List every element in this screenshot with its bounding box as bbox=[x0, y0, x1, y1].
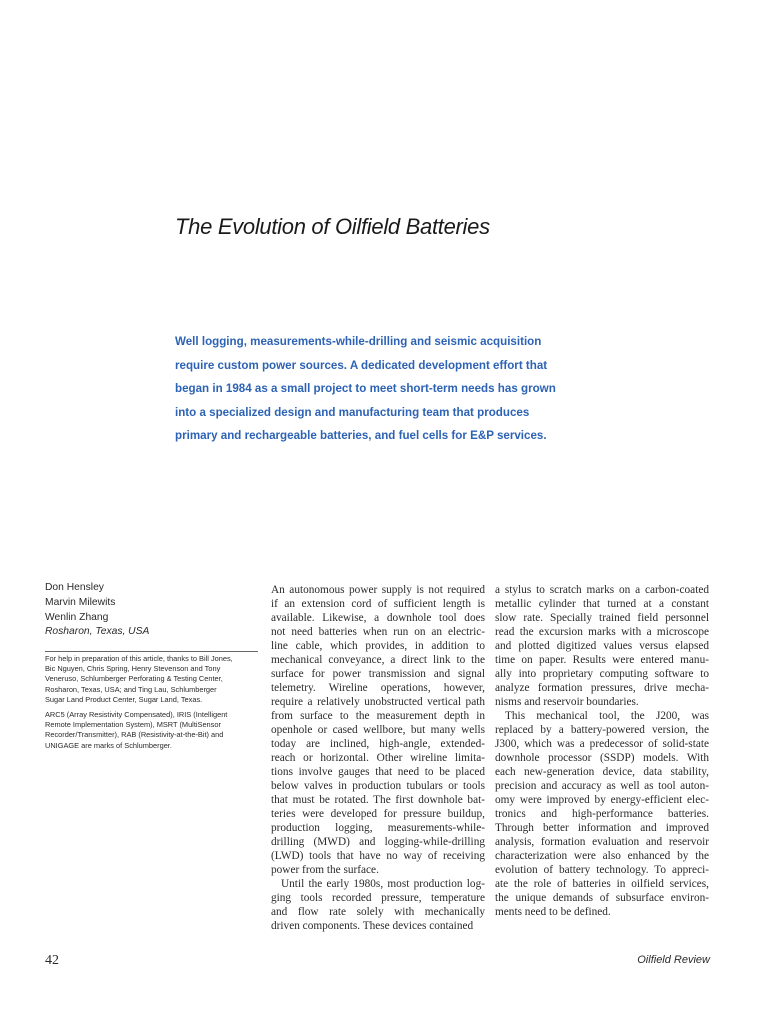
abstract-line: primary and rechargeable batteries, and fuel cells for E&P services. bbox=[175, 429, 547, 442]
body-line: if an extension cord of sufficient length is bbox=[271, 598, 485, 610]
body-line: tronics and high-performance batteries. bbox=[495, 808, 709, 820]
body-line: metallic cylinder that turned at a constant bbox=[495, 598, 709, 610]
body-line: ate the role of batteries in oilfield services, bbox=[495, 878, 709, 890]
body-line: evolution of battery technology. To appreci- bbox=[495, 864, 709, 876]
footnote-line: UNIGAGE are marks of Schlumberger. bbox=[45, 740, 172, 750]
footnote-line: For help in preparation of this article, thanks to Bill Jones, bbox=[45, 654, 233, 663]
body-line: replaced by a battery-powered version, the bbox=[495, 724, 709, 736]
page-number: 42 bbox=[45, 953, 59, 968]
body-line: driven components. These devices contained bbox=[271, 920, 474, 932]
body-line: ging tools recorded pressure, temperature bbox=[271, 892, 485, 904]
author-affiliation: Rosharon, Texas, USA bbox=[45, 626, 150, 638]
body-line: ments need to be defined. bbox=[495, 906, 611, 918]
footnote-line: Sugar Land Product Center, Sugar Land, Texas. bbox=[45, 694, 203, 704]
abstract bbox=[175, 330, 735, 448]
abstract-line: Well logging, measurements-while-drilling and seismic acquisition bbox=[175, 335, 542, 348]
body-line: teries were developed for pressure buildup, bbox=[271, 808, 485, 820]
author-name: Marvin Milewits bbox=[45, 596, 116, 608]
body-column-1 bbox=[271, 583, 485, 933]
body-line: Until the early 1980s, most production log- bbox=[281, 878, 485, 890]
footnote-line: Bic Nguyen, Chris Spring, Henry Stevenson and Tony bbox=[45, 664, 221, 674]
body-line: not need batteries when run on an electric- bbox=[271, 626, 485, 638]
author-block bbox=[45, 581, 260, 640]
author-name: Wenlin Zhang bbox=[45, 611, 109, 623]
acknowledgement-note bbox=[45, 654, 260, 705]
body-line: line cable, which provides, in addition to bbox=[271, 640, 485, 652]
body-line: the unique demands of subsurface environ- bbox=[495, 892, 709, 904]
article-title: The Evolution of Oilfield Batteries bbox=[175, 214, 490, 239]
body-line: (LWD) tools that have no way of receiving bbox=[271, 850, 485, 862]
footnote-line: Recorder/Transmitter), RAB (Resistivity-at-the-Bit) and bbox=[45, 730, 224, 740]
body-line: each new-generation device, data stability, bbox=[495, 766, 709, 778]
body-line: slow rate. Specially trained field personnel bbox=[495, 612, 709, 624]
body-paragraph bbox=[271, 877, 485, 933]
body-line: nisms and reservoir boundaries. bbox=[495, 696, 639, 708]
footnote-line: Remote Implementation System), MSRT (MultiSensor bbox=[45, 720, 221, 730]
body-line: An autonomous power supply is not required bbox=[271, 584, 485, 596]
body-line: require a relatively unobstructed vertical path bbox=[271, 696, 485, 708]
author-name: Don Hensley bbox=[45, 582, 104, 593]
body-line: characterization were also enhanced by the bbox=[495, 850, 709, 862]
body-line: today are inclined, high-angle, extended- bbox=[271, 738, 485, 750]
body-line: that must be rotated. The first downhole bat- bbox=[271, 794, 485, 806]
body-line: J300, which was a predecessor of solid-state bbox=[495, 738, 709, 750]
body-paragraph bbox=[495, 709, 709, 919]
journal-name: Oilfield Review bbox=[637, 954, 710, 966]
body-line: analysis, formation evaluation and reservoir bbox=[495, 836, 709, 848]
body-line: reach or horizontal. Other wireline limita- bbox=[271, 752, 485, 764]
body-line: surface for power transmission and signal bbox=[271, 668, 485, 680]
body-line: a stylus to scratch marks on a carbon-coated bbox=[495, 584, 709, 596]
footnote-line: ARC5 (Array Resistivity Compensated), IRIS (Intelligent bbox=[45, 710, 228, 720]
footnote-line: Veneruso, Schlumberger Perforating & Testing Center, bbox=[45, 674, 223, 684]
body-paragraph bbox=[271, 583, 485, 877]
body-line: This mechanical tool, the J200, was bbox=[505, 710, 709, 722]
body-line: and flow rate solely with mechanically bbox=[271, 906, 485, 918]
body-line: Through better information and improved bbox=[495, 822, 709, 834]
body-line: downhole processor (SSDP) models. With bbox=[495, 752, 709, 764]
body-column-2 bbox=[495, 583, 709, 919]
body-line: telemetry. Wireline operations, however, bbox=[271, 682, 485, 694]
body-line: openhole or cased wellbore, but many wells bbox=[271, 724, 485, 736]
body-line: available. Likewise, a downhole tool does bbox=[271, 612, 485, 624]
body-line: tions involve gauges that need to be placed bbox=[271, 766, 485, 778]
body-line: production logging, measurements-while- bbox=[271, 822, 485, 834]
abstract-line: require custom power sources. A dedicated development effort that bbox=[175, 358, 548, 372]
body-line: drilling (MWD) and logging-while-drilling bbox=[271, 836, 485, 848]
body-paragraph bbox=[495, 583, 709, 709]
body-line: read the excursion marks with a microscope bbox=[495, 626, 709, 638]
body-line: time on paper. Results were entered manu- bbox=[495, 654, 709, 666]
body-line: analyze formation pressures, drive mecha- bbox=[495, 682, 709, 694]
body-line: mechanical conveyance, a direct link to the bbox=[271, 654, 485, 666]
body-line: and plotted digitized values versus elapsed bbox=[495, 640, 709, 652]
body-line: from surface to the measurement depth in bbox=[271, 710, 485, 722]
footnote-divider bbox=[45, 651, 258, 652]
footnotes bbox=[45, 654, 260, 756]
body-line: precision and accuracy as well as tool auton- bbox=[495, 780, 709, 792]
body-line: power from the surface. bbox=[271, 864, 379, 876]
trademark-note bbox=[45, 710, 260, 751]
footnote-line: Rosharon, Texas, USA; and Ting Lau, Schlumberger bbox=[45, 684, 217, 694]
body-line: ally into proprietary computing software to bbox=[495, 668, 709, 680]
body-line: omy were improved by energy-efficient elec- bbox=[495, 794, 709, 806]
body-line: below valves in production tubulars or tools bbox=[271, 780, 485, 792]
abstract-line: into a specialized design and manufacturing team that produces bbox=[175, 405, 530, 419]
abstract-line: began in 1984 as a small project to meet short-term needs has grown bbox=[175, 382, 556, 395]
